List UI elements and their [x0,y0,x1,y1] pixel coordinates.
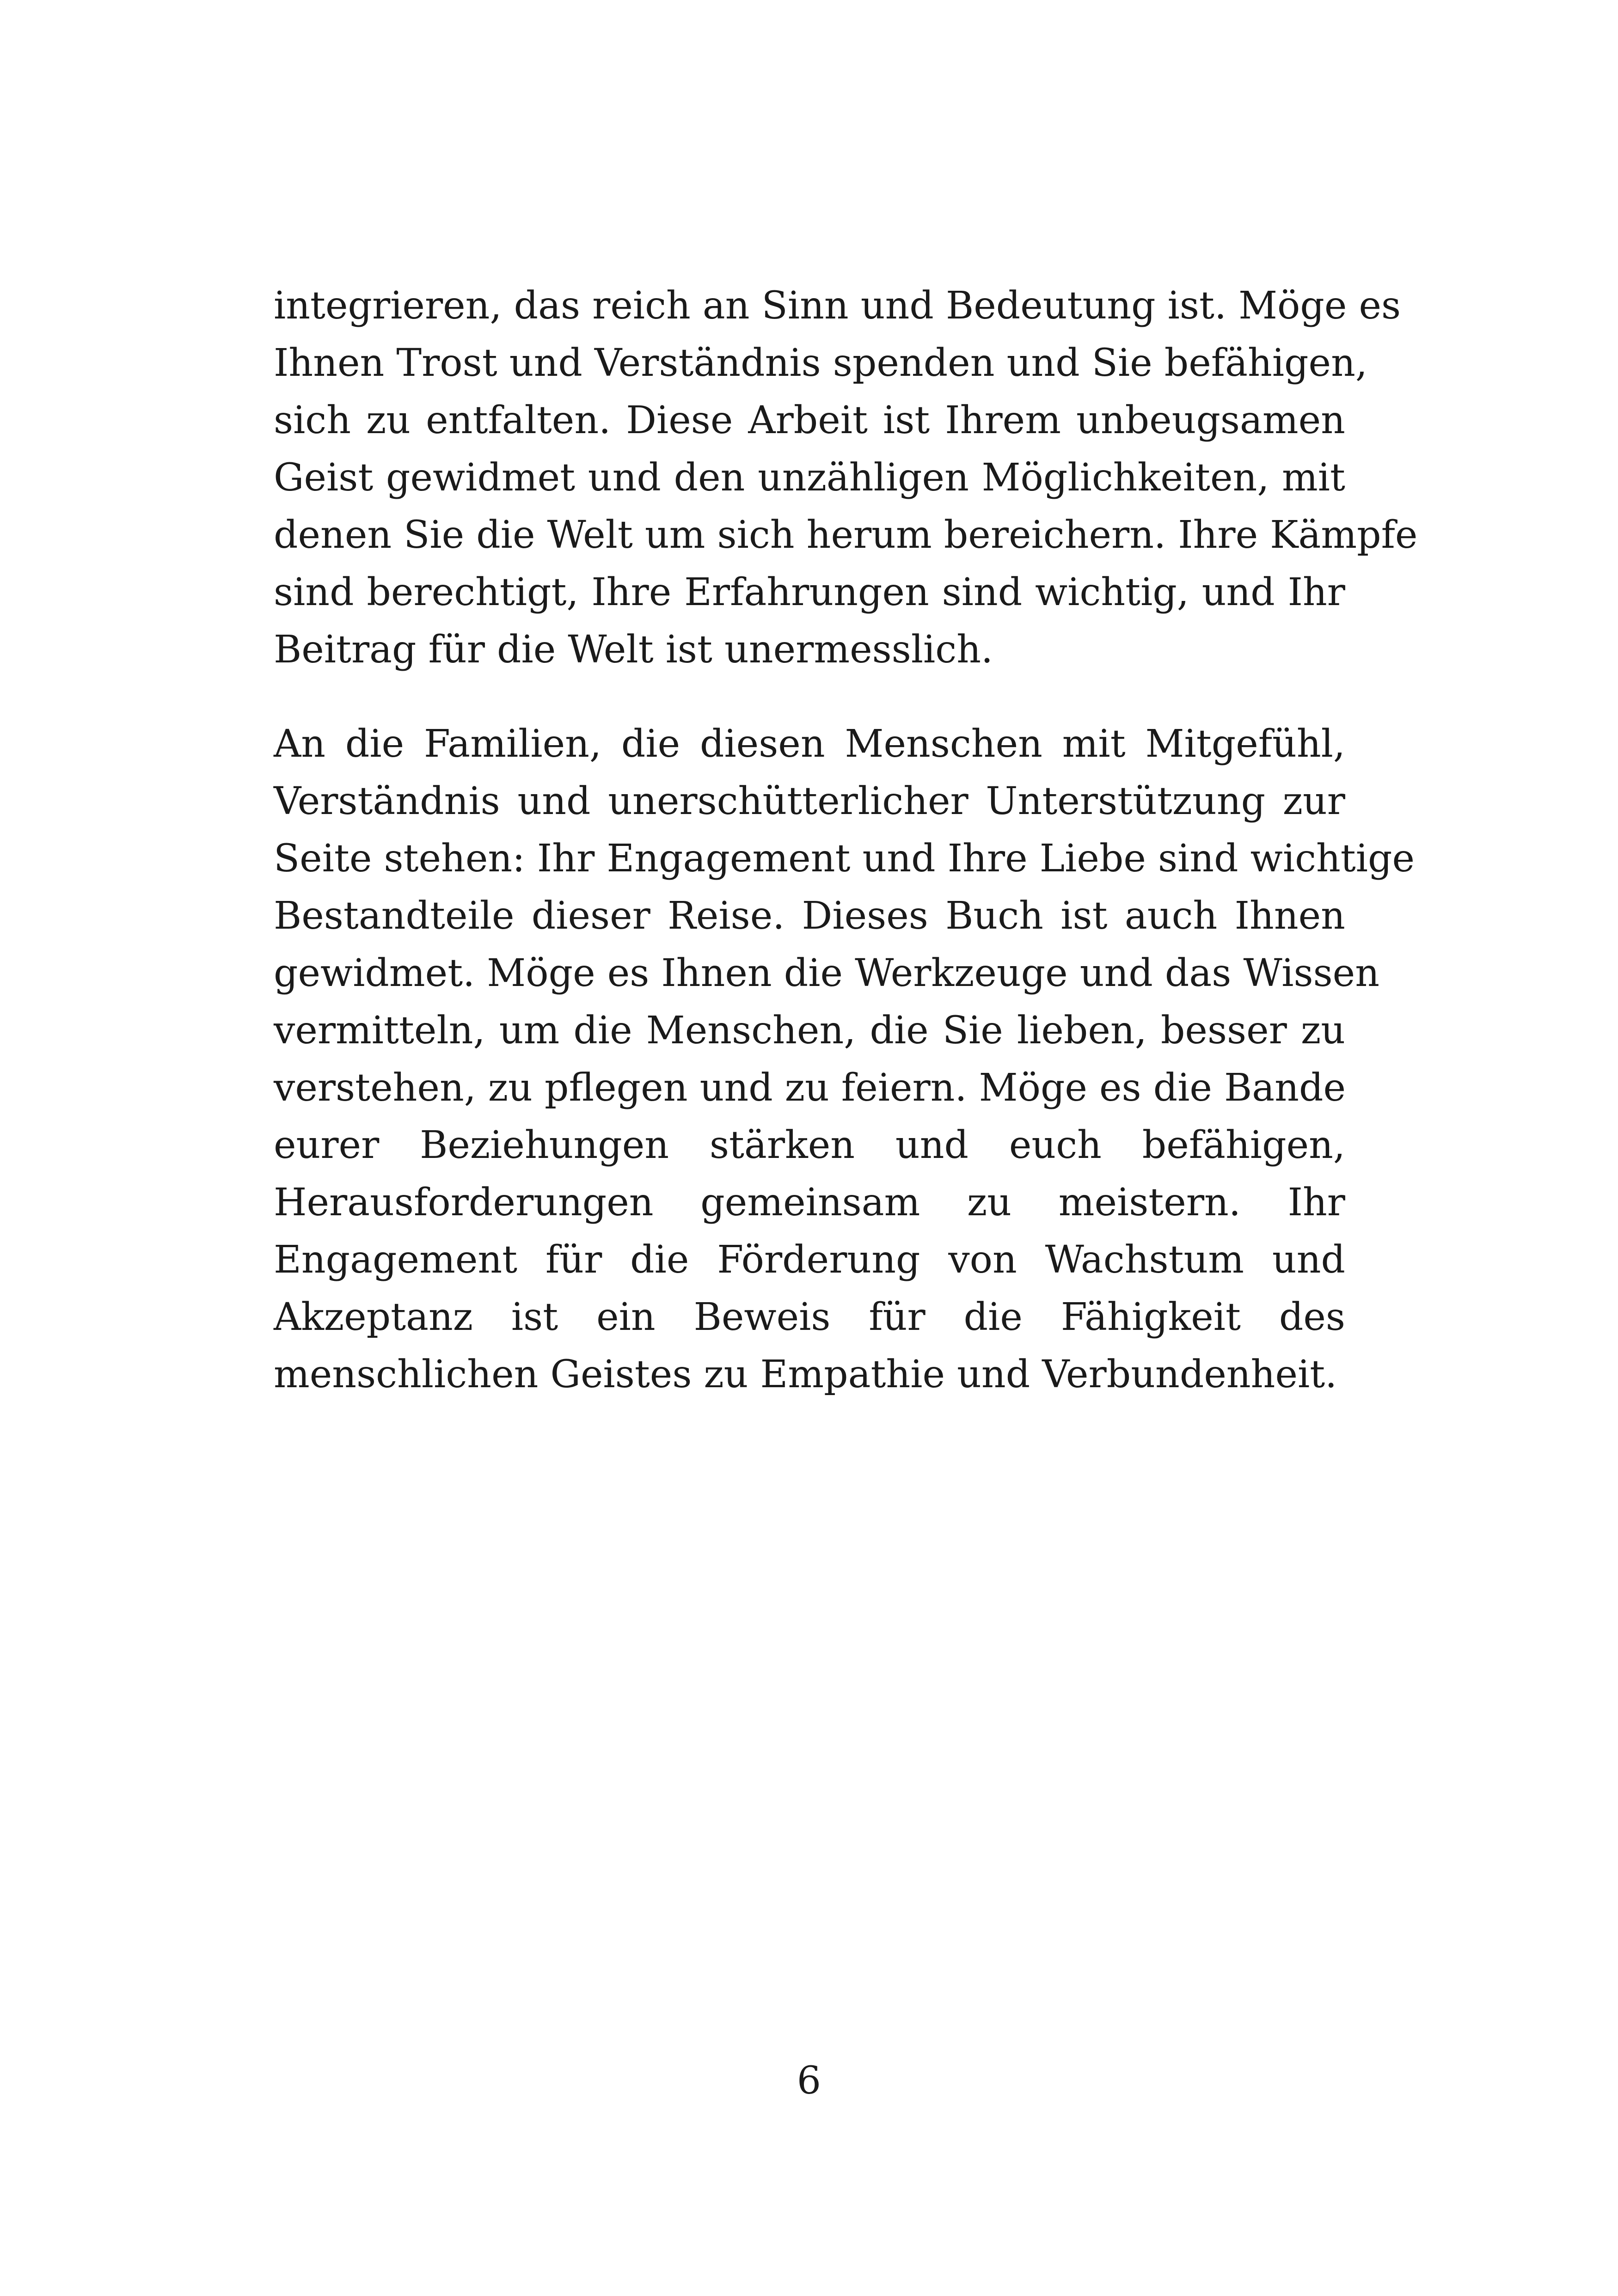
text-line: Seite stehen: Ihr Engagement und Ihre Liebe sind wichtige [274,837,1415,881]
text-line: Bestandteile dieser Reise. Dieses Buch ist auch Ihnen [274,894,1345,938]
text-line: Verständnis und unerschütterlicher Unterstützung zur [274,779,1345,823]
text-line: Herausforderungen gemeinsam zu meistern. Ihr [274,1181,1345,1225]
text-line: Beitrag für die Welt ist unermesslich. [274,628,993,672]
page-number: 6 [797,2059,821,2103]
text-line: gewidmet. Möge es Ihnen die Werkzeuge und das Wissen [274,951,1380,995]
text-line: An die Familien, die diesen Menschen mit Mitgefühl, [274,722,1345,766]
body-text [274,277,1418,1440]
text-line: Engagement für die Förderung von Wachstum und [274,1238,1345,1282]
text-line: eurer Beziehungen stärken und euch befähigen, [274,1123,1345,1167]
text-line: sich zu entfalten. Diese Arbeit ist Ihrem unbeugsamen [274,398,1345,442]
paragraph-1 [274,277,1418,679]
text-line: Geist gewidmet und den unzähligen Möglichkeiten, mit [274,456,1345,500]
text-line: denen Sie die Welt um sich herum bereichern. Ihre Kämpfe [274,513,1418,557]
text-line: Ihnen Trost und Verständnis spenden und Sie befähigen, [274,341,1367,385]
text-line: verstehen, zu pflegen und zu feiern. Möge es die Bande [274,1066,1346,1110]
paragraph-2 [274,716,1415,1403]
text-line: vermitteln, um die Menschen, die Sie lieben, besser zu [274,1009,1345,1053]
text-line: menschlichen Geistes zu Empathie und Verbundenheit. [274,1353,1337,1396]
text-line: integrieren, das reich an Sinn und Bedeutung ist. Möge es [274,284,1401,328]
text-line: Akzeptanz ist ein Beweis für die Fähigkeit des [274,1295,1345,1339]
text-line: sind berechtigt, Ihre Erfahrungen sind wichtig, und Ihr [274,570,1345,614]
